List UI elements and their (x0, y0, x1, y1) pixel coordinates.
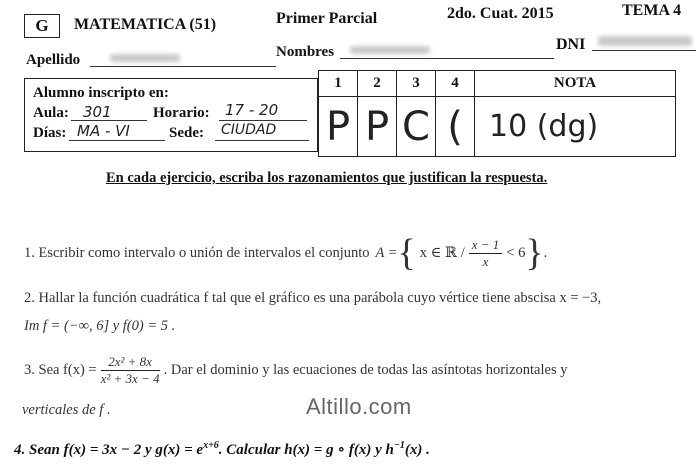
dias-label: Días: (33, 125, 67, 141)
dias-value: MA - VI (77, 122, 130, 140)
apellido-line (90, 66, 276, 67)
exam-title: Primer Parcial (276, 10, 378, 27)
grade-cell-4 (436, 97, 475, 157)
nota-header: NOTA (475, 71, 676, 97)
apellido-label: Apellido (26, 52, 81, 68)
grade-header-1: 1 (319, 71, 358, 97)
course-title: MATEMATICA (51) (74, 16, 217, 33)
horario-label: Horario: (153, 105, 210, 121)
question-2-line-2: Im f = (−∞, 6] y f(0) = 5 . (24, 318, 176, 334)
sede-value: CIUDAD (221, 122, 277, 138)
instruction-text: En cada ejercicio, escriba los razonamientos que justifican la respuesta. (106, 170, 548, 186)
dni-line (592, 50, 696, 51)
q4-inverse: −1 (393, 440, 405, 451)
horario-value: 17 - 20 (225, 101, 279, 119)
question-3-line-1 (24, 354, 567, 387)
grade-header-2: 2 (358, 71, 397, 97)
term-label: 2do. Cuat. 2015 (447, 5, 554, 22)
sede-label: Sede: (169, 125, 204, 141)
q1-end: . (543, 244, 548, 261)
grade-header-4: 4 (436, 71, 475, 97)
q3-denominator: x² + 3x − 4 (100, 371, 160, 386)
q1-numerator: x − 1 (469, 237, 503, 254)
grade-header-3: 3 (397, 71, 436, 97)
horario-line (219, 120, 307, 121)
tema-label: TEMA 4 (622, 2, 682, 19)
q3-fraction (101, 354, 160, 387)
question-3-line-2: verticales de f . (22, 402, 111, 418)
q3-start: 3. Sea f(x) = (24, 362, 97, 378)
q1-right-brace: } (525, 232, 544, 274)
grade-mark-3: C (402, 103, 430, 150)
dni-label: DNI (556, 36, 586, 53)
apellido-redacted (110, 54, 180, 62)
q1-left-brace: { (397, 232, 416, 274)
grade-cell-2 (358, 97, 397, 157)
q1-rhs: < 6 (506, 244, 526, 261)
q4-exponent: x+6 (203, 440, 219, 451)
grade-cell-3 (397, 97, 436, 157)
nombres-line (340, 58, 554, 59)
dni-redacted (598, 36, 692, 46)
nombres-redacted (350, 46, 430, 54)
q1-set-cond: x ∈ ℝ / (419, 244, 465, 261)
q3-numerator: 2x² + 8x (101, 354, 160, 371)
grades-table (318, 70, 676, 157)
grade-mark-4: ( (447, 103, 463, 150)
nombres-label: Nombres (276, 44, 335, 60)
q4-text: 4. Sean f(x) = 3x − 2 y g(x) = e (14, 442, 204, 458)
q1-set-var: A = (375, 244, 398, 261)
q1-denominator: x (482, 253, 489, 269)
enrollment-title: Alumno inscripto en: (33, 85, 169, 101)
nota-cell (475, 97, 676, 157)
question-4 (14, 440, 430, 459)
aula-label: Aula: (33, 105, 69, 121)
nota-value: 10 (dg) (489, 109, 599, 144)
q1-text: 1. Escribir como intervalo o unión de intervalos el conjunto (24, 244, 370, 261)
exam-letter-box: G (24, 14, 60, 38)
watermark: Altillo.com (306, 394, 412, 419)
question-1 (24, 234, 547, 272)
q1-set-left (376, 245, 398, 262)
enrollment-box (24, 78, 318, 152)
q1-fraction (469, 237, 503, 270)
q3-rest: . Dar el dominio y las ecuaciones de todas las asíntotas horizontales y (163, 362, 568, 378)
dias-line (69, 140, 165, 141)
question-2-line-1: 2. Hallar la función cuadrática f tal que el gráfico es una parábola cuyo vértice tiene abscisa x = −3, (24, 290, 602, 306)
sede-line (215, 140, 309, 141)
q4-rest: . Calcular h(x) = g ∘ f(x) y h (218, 442, 394, 458)
grade-mark-1: P (325, 103, 351, 150)
aula-value: 301 (83, 103, 112, 121)
q4-end: (x) . (404, 442, 430, 458)
grade-mark-2: P (364, 103, 390, 150)
grade-cell-1 (319, 97, 358, 157)
